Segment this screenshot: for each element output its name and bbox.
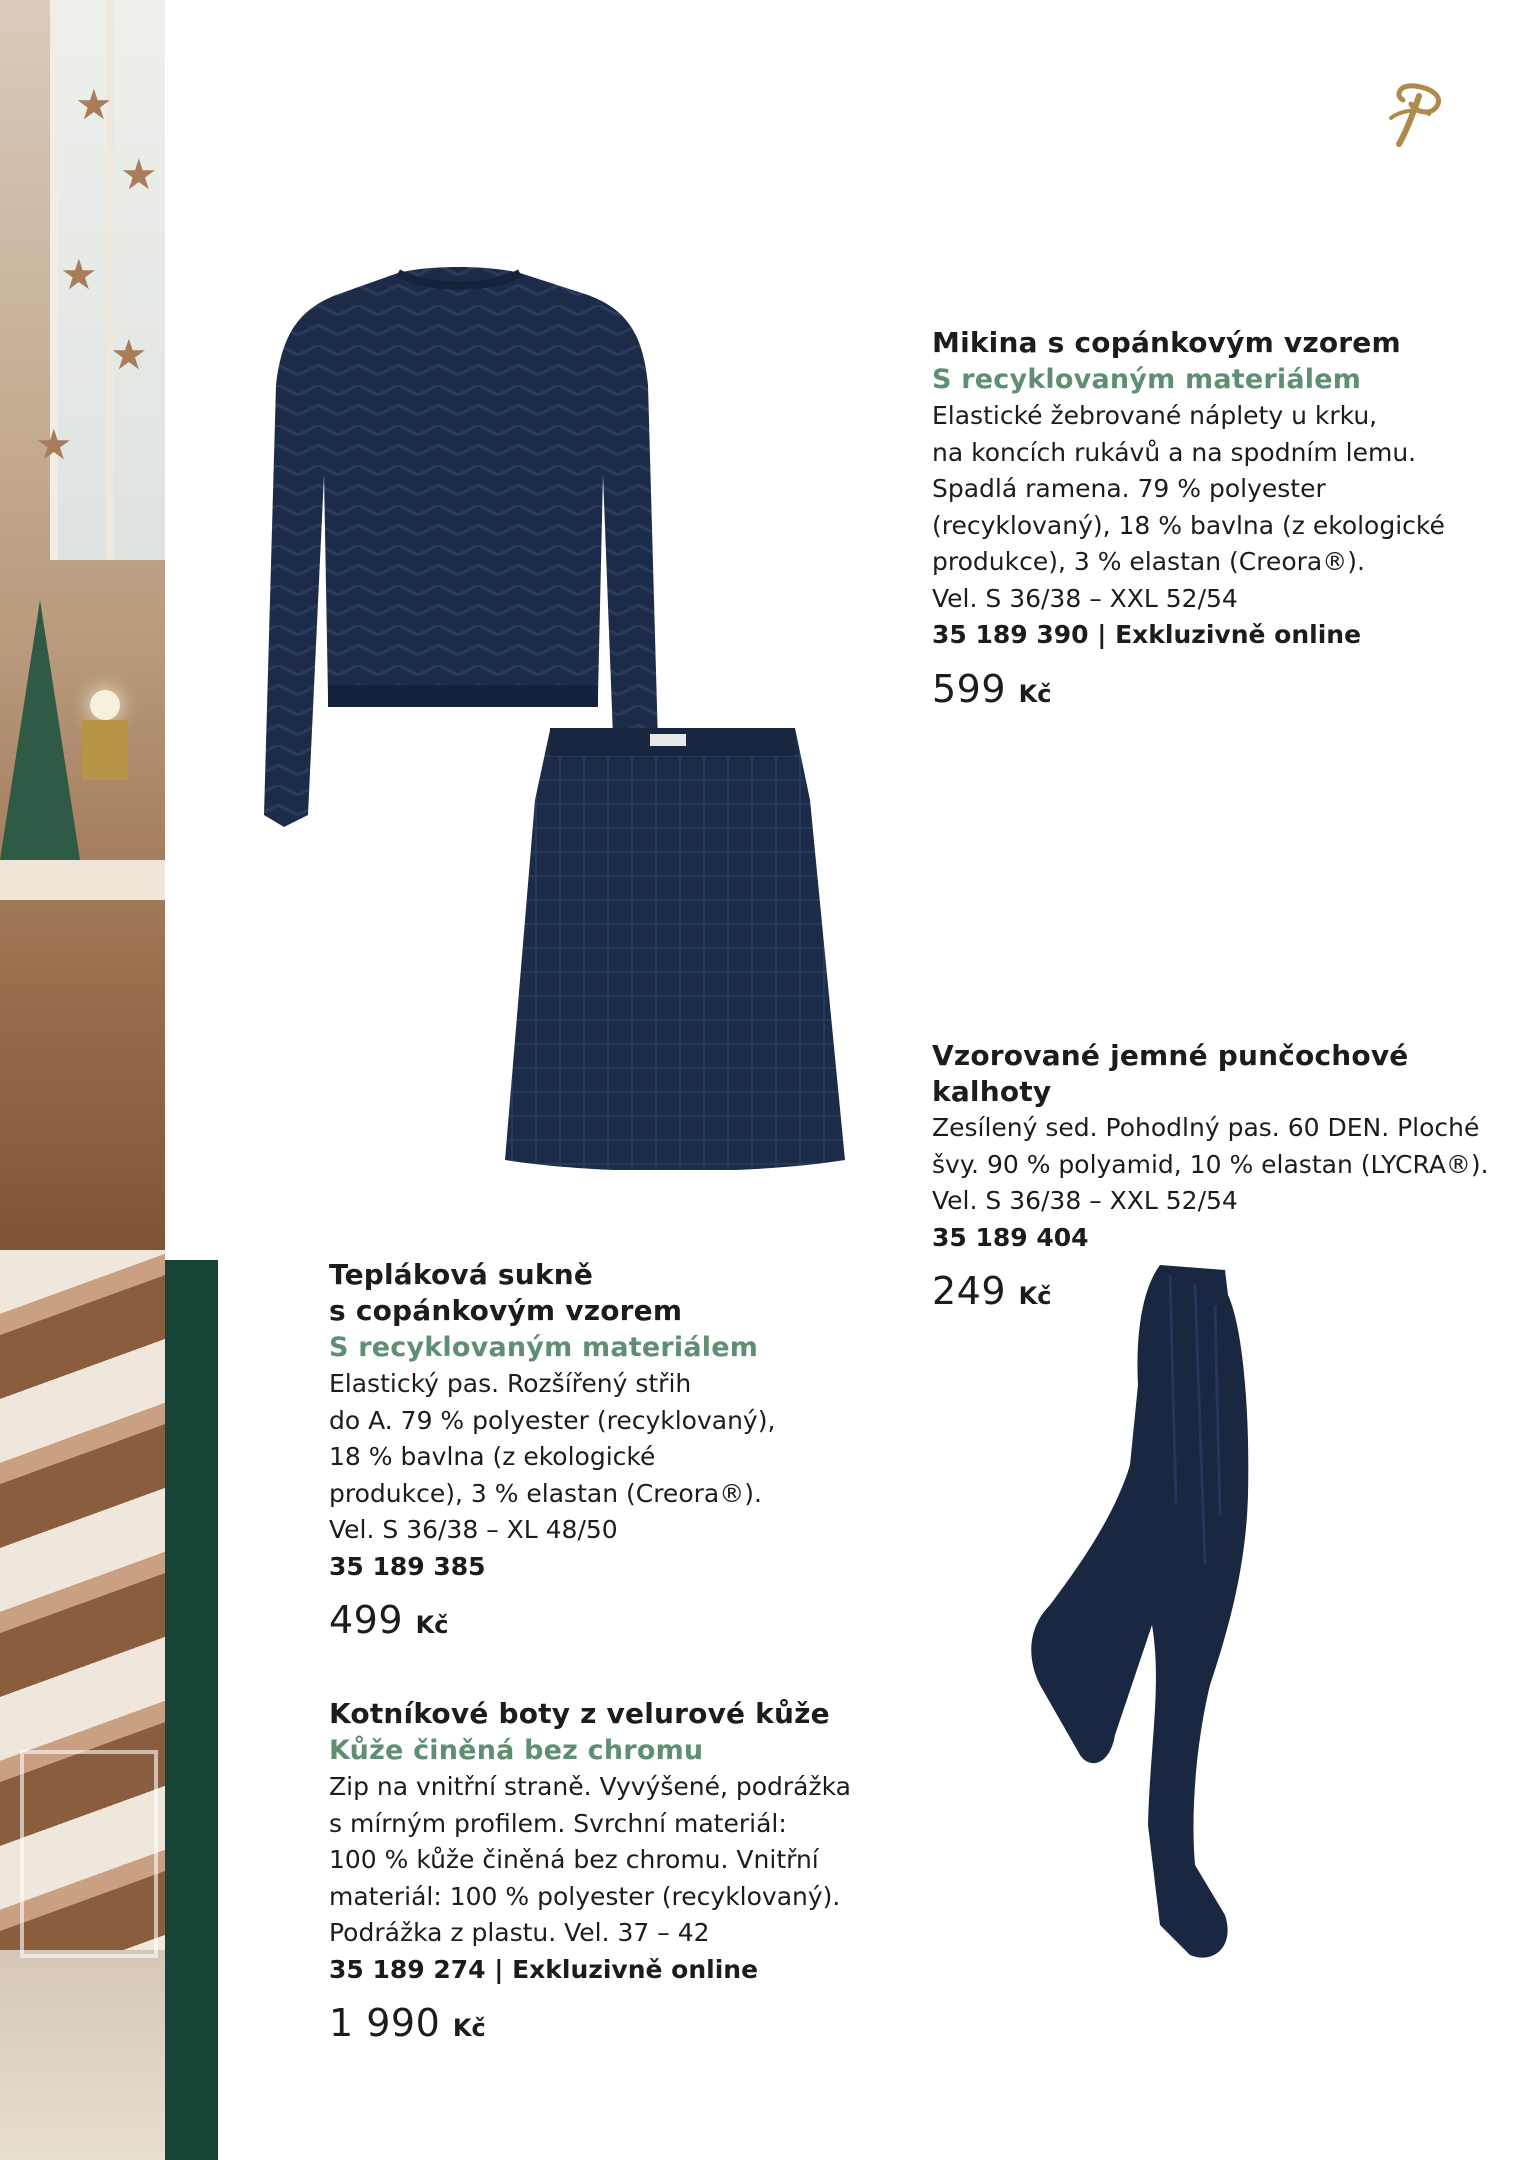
product-name: Vzorované jemné punčochové kalhoty (932, 1039, 1409, 1108)
door-panel (20, 1750, 158, 1958)
currency: Kč (1018, 679, 1052, 708)
product-description: Zip na vnitřní straně. Vyvýšené, podrážka s mírným profilem. Svrchní materiál: 100 % kůže činěná bez chromu. Vnitřní materiál: 100 % polyester (recyklovaný). Podrážka z plastu. Vel. 37 – 42 (329, 1772, 851, 1947)
product-sweater (932, 325, 1492, 717)
lamp-bulb (90, 690, 120, 720)
product-feature: Kůže činěná bez chromu (329, 1735, 704, 1766)
price: 1 990 Kč (329, 2001, 486, 2045)
product-description: Elastický pas. Rozšířený střih do A. 79 % polyester (recyklovaný), 18 % bavlna (z ekologické produkce), 3 % elastan (Creora®). Vel. S 36/38 – XL 48/50 (329, 1369, 776, 1544)
product-boots (329, 1696, 869, 2051)
currency: Kč (452, 2014, 486, 2042)
brand-logo-icon (1385, 78, 1447, 150)
product-feature: S recyklovaným materiálem (329, 1332, 759, 1363)
product-name: Mikina s copánkovým vzorem (932, 326, 1401, 359)
shelf (0, 860, 165, 900)
price: 249 Kč (932, 1269, 1052, 1313)
product-feature: S recyklovaným materiálem (932, 364, 1362, 395)
christmas-tree (0, 600, 80, 860)
currency: Kč (415, 1611, 449, 1639)
price: 499 Kč (329, 1598, 449, 1642)
green-accent-band (165, 1260, 218, 2160)
star-ornament-icon: ★ (75, 80, 113, 129)
price: 599 Kč (932, 666, 1052, 711)
product-name: Tepláková sukně s copánkovým vzorem (329, 1258, 683, 1327)
product-description: Elastické žebrované náplety u krku, na koncích rukávů a na spodním lemu. Spadlá ramena. 79 % polyester (recyklovaný), 18 % bavlna (z ekologické produkce), 3 % elastan (Creora®). Vel. S 36/38 – XXL 52/54 (932, 401, 1445, 613)
star-ornament-icon: ★ (120, 150, 158, 199)
star-ornament-icon: ★ (110, 330, 148, 379)
product-description: Zesílený sed. Pohodlný pas. 60 DEN. Ploché švy. 90 % polyamid, 10 % elastan (LYCRA®). Vel. S 36/38 – XXL 52/54 (932, 1113, 1489, 1215)
article-number: 35 189 390 | Exkluzivně online (932, 620, 1362, 649)
article-number: 35 189 274 | Exkluzivně online (329, 1954, 759, 1984)
tights-image (1020, 1265, 1310, 1970)
article-number: 35 189 385 (329, 1551, 486, 1581)
article-number: 35 189 404 (932, 1222, 1089, 1252)
product-skirt (329, 1257, 829, 1648)
product-name: Kotníkové boty z velurové kůže (329, 1697, 830, 1730)
star-ornament-icon: ★ (35, 420, 73, 469)
lifestyle-photo (0, 0, 165, 2160)
star-ornament-icon: ★ (60, 250, 98, 299)
skirt-image (500, 720, 850, 1170)
product-tights (932, 1038, 1512, 1319)
currency: Kč (1018, 1282, 1052, 1310)
